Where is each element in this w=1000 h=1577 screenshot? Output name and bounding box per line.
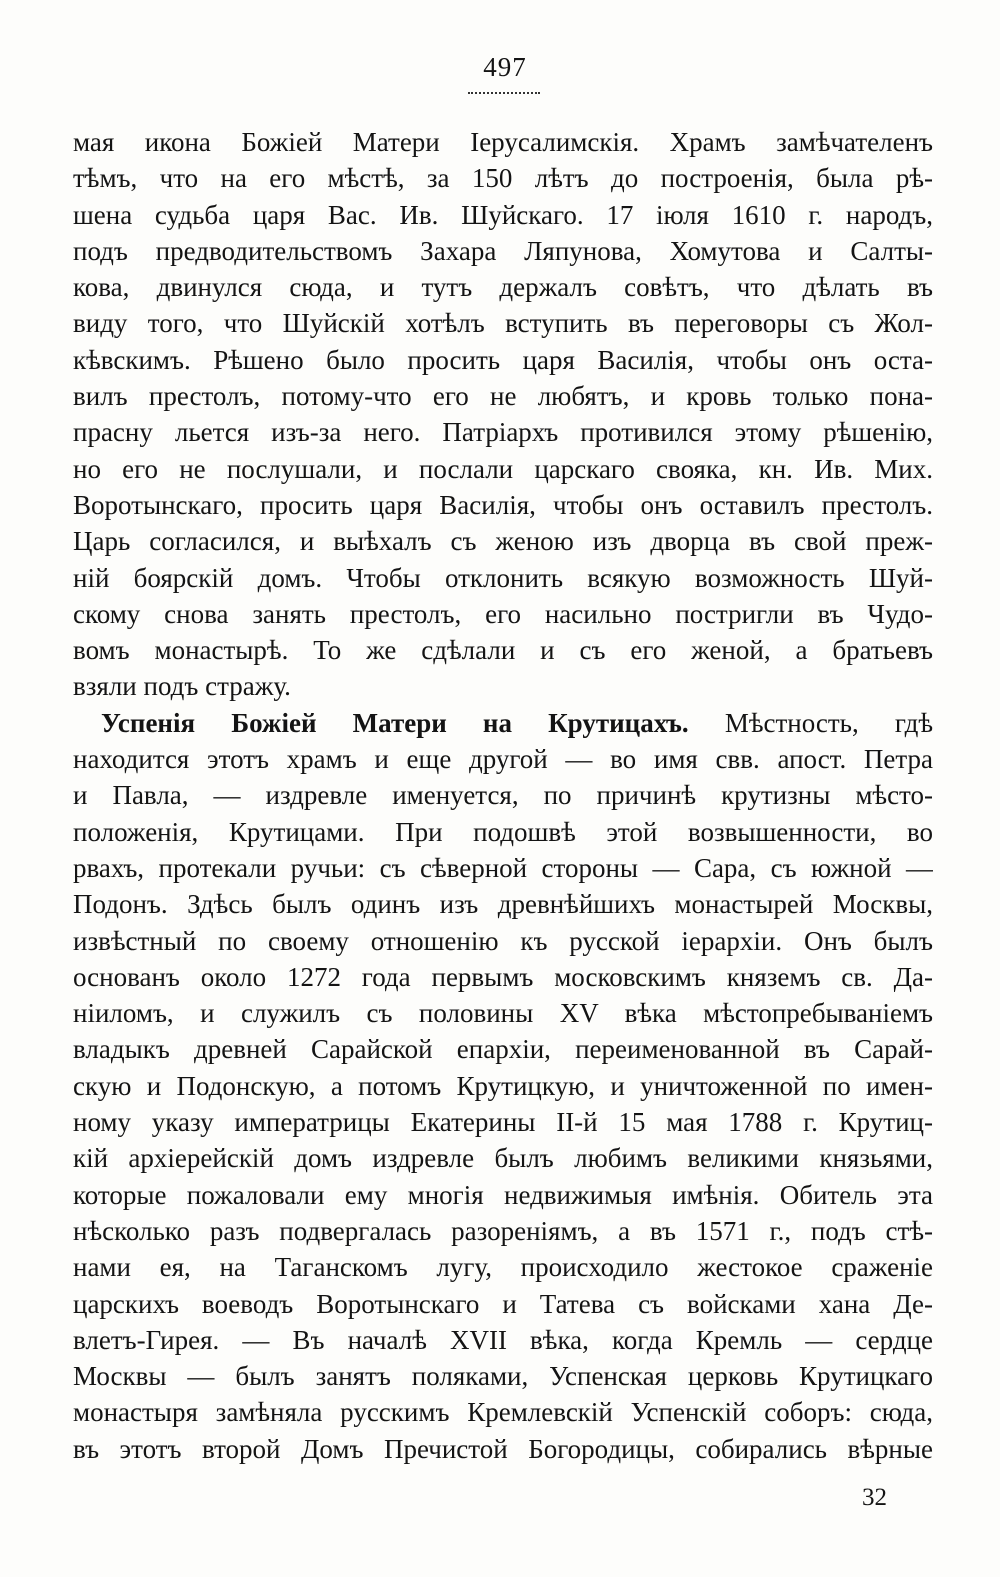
body-text	[73, 124, 933, 1467]
text-line: владыкъ древней Сарайской епархіи, переименованной въ Сарай-	[73, 1034, 933, 1065]
text-line: но его не послушали, и послали царскаго свояка, кн. Ив. Мих.	[73, 453, 933, 484]
text-line: влетъ-Гирея. — Въ началѣ XVII вѣка, когда Кремль — сердце	[73, 1324, 933, 1355]
text-line: нѣсколько разъ подвергалась разореніямъ, а въ 1571 г., подъ стѣ-	[73, 1215, 933, 1246]
section-heading: Успенія Божіей Матери на Крутицахъ.	[101, 707, 689, 738]
text-line: Москвы — былъ занятъ поляками, Успенская церковь Крутицкаго	[73, 1361, 933, 1392]
text-line: мая икона Божіей Матери Іерусалимскія. Храмъ замѣчателенъ	[73, 127, 933, 157]
paragraph-uspenie-krutitsy	[73, 705, 933, 1467]
text-line: положенія, Крутицами. При подошвѣ этой возвышенности, во	[73, 816, 933, 847]
text-line: нами ея, на Таганскомъ лугу, происходило жестокое сраженіе	[73, 1252, 933, 1283]
printer-signature-mark: 32	[862, 1484, 887, 1511]
text-line: взяли подъ стражу.	[73, 671, 291, 702]
text-line: и Павла, — издревле именуется, по причинѣ крутизны мѣсто-	[73, 780, 933, 811]
text-line: вомъ монастырѣ. То же сдѣлали и съ его женой, а братьевъ	[73, 635, 933, 666]
text-line: Воротынскаго, просить царя Василія, чтобы онъ оставилъ престолъ.	[73, 489, 933, 520]
text-line: скую и Подонскую, а потомъ Крутицкую, и уничтоженной по имен-	[73, 1070, 933, 1101]
text-line: рвахъ, протекали ручьи: съ сѣверной стороны — Сара, съ южной —	[73, 852, 933, 883]
text-line: въ этотъ второй Домъ Пречистой Богородицы, собирались вѣрные	[73, 1433, 933, 1464]
text-line: вилъ престолъ, потому-что его не любятъ, и кровь только пона-	[73, 381, 933, 412]
page-number: 497	[483, 52, 527, 82]
page-number-rule	[468, 92, 540, 94]
text-line: извѣстный по своему отношенію къ русской іерархіи. Онъ былъ	[73, 925, 933, 956]
heading-line	[73, 705, 933, 741]
text-line: кій архіерейскій домъ издревле былъ любимъ великими князьями,	[73, 1143, 933, 1174]
paragraph-krutitsy-intro	[73, 124, 933, 705]
text-line: кова, двинулся сюда, и тутъ держалъ совѣтъ, что дѣлать въ	[73, 272, 933, 303]
text-line: скому снова занять престолъ, его насильно постригли въ Чудо-	[73, 598, 933, 629]
text-line: кѣвскимъ. Рѣшено было просить царя Василія, чтобы онъ оста-	[73, 344, 933, 375]
text-line: ніиломъ, и служилъ съ половины XV вѣка мѣстопребываніемъ	[73, 998, 933, 1029]
text-line: прасну льется изъ-за него. Патріархъ противился этому рѣшенію,	[73, 417, 933, 448]
text-line: монастыря замѣняла русскимъ Кремлевскій Успенскій соборъ: сюда,	[73, 1397, 933, 1428]
text-line: тѣмъ, что на его мѣстѣ, за 150 лѣтъ до построенія, была рѣ-	[73, 163, 933, 194]
text-line: основанъ около 1272 года первымъ московскимъ княземъ св. Да-	[73, 961, 933, 992]
text-line: подъ предводительствомъ Захара Ляпунова, Хомутова и Салты-	[73, 235, 933, 266]
heading-line-rest: Мѣстность, гдѣ	[724, 707, 933, 738]
text-line: ній боярскій домъ. Чтобы отклонить всякую возможность Шуй-	[73, 562, 933, 593]
text-line: которые пожаловали ему многія недвижимыя имѣнія. Обитель эта	[73, 1179, 933, 1210]
text-line: ному указу императрицы Екатерины II-й 15 мая 1788 г. Крутиц-	[73, 1107, 933, 1138]
text-line: шена судьба царя Вас. Ив. Шуйскаго. 17 іюля 1610 г. народъ,	[73, 199, 933, 230]
text-line: Подонъ. Здѣсь былъ одинъ изъ древнѣйшихъ монастырей Москвы,	[73, 889, 933, 920]
text-line: царскихъ воеводъ Воротынскаго и Татева съ войсками хана Де-	[73, 1288, 933, 1319]
text-line: Царь согласился, и выѣхалъ съ женою изъ дворца въ свой преж-	[73, 526, 933, 557]
text-line: виду того, что Шуйскій хотѣлъ вступить въ переговоры съ Жол-	[73, 308, 933, 339]
text-line: находится этотъ храмъ и еще другой — во имя свв. апост. Петра	[73, 744, 933, 775]
